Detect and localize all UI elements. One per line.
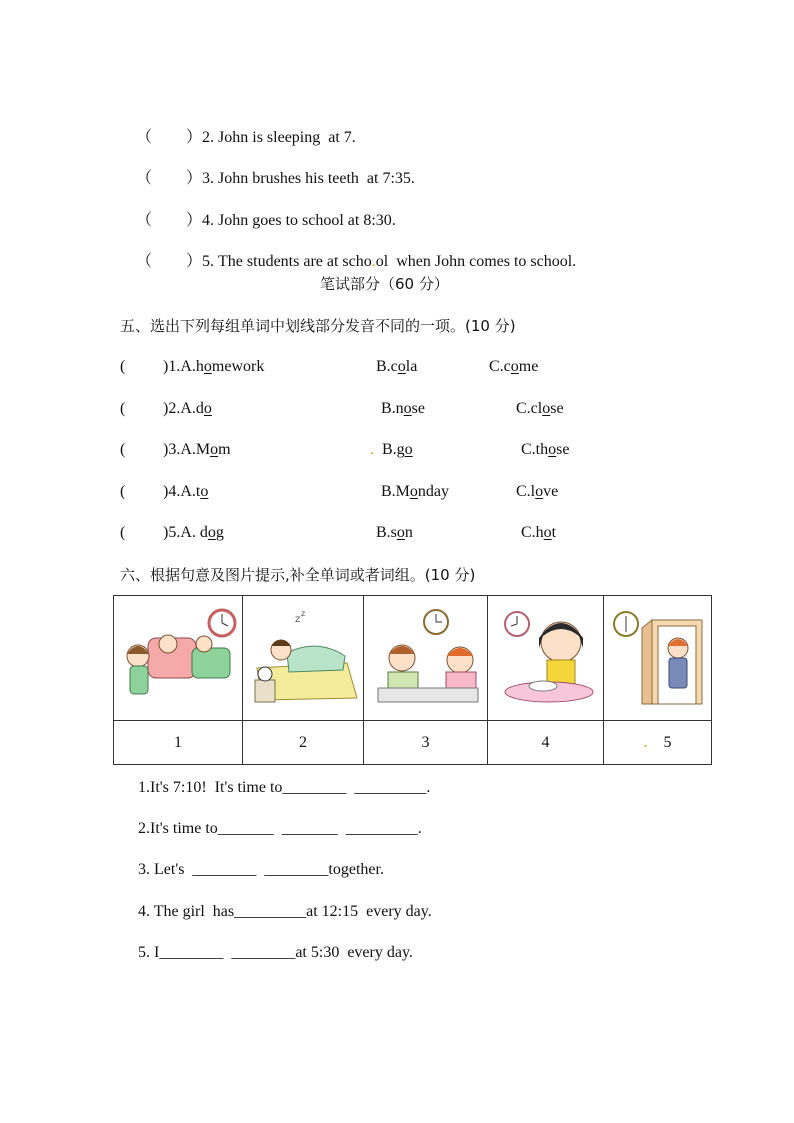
- listening-item-3: （ ）3. John brushes his teeth at 7:35.: [136, 170, 415, 187]
- picture-cell-4: [488, 596, 604, 721]
- going-home-illustration: [606, 608, 710, 708]
- fill-sentence-1: 1.It's 7:10! It's time to________ _________.: [138, 779, 431, 796]
- listening-item-2: （ ）2. John is sleeping at 7.: [136, 129, 356, 146]
- picture-number-3: 3: [364, 721, 488, 765]
- picture-cell-3: [364, 596, 488, 721]
- picture-number-2: 2: [243, 721, 364, 765]
- fill-sentence-4: 4. The girl has_________at 12:15 every day.: [138, 903, 432, 920]
- picture-cell-1: [114, 596, 243, 721]
- picture-cell-5: [604, 596, 712, 721]
- svg-text:z: z: [301, 609, 306, 618]
- fill-sentence-3: 3. Let's ________ ________together.: [138, 861, 384, 878]
- written-section-title: 笔试部分（60 分）: [320, 275, 449, 293]
- section6-title: 六、根据句意及图片提示,补全单词或者词组。(10 分): [120, 566, 476, 584]
- svg-text:z: z: [295, 614, 301, 625]
- wake-up-illustration: [118, 608, 238, 708]
- fill-sentence-2: 2.It's time to_______ _______ _________.: [138, 820, 422, 837]
- picture-number-5-cell: . 5: [604, 721, 712, 765]
- fill-sentence-5: 5. I________ ________at 5:30 every day.: [138, 944, 413, 961]
- picture-table: [113, 595, 712, 765]
- picture-number-5: 5: [663, 733, 672, 751]
- lunch-illustration: [491, 608, 601, 708]
- picture-number-4: 4: [488, 721, 604, 765]
- reading-illustration: [368, 608, 484, 708]
- sleeping-illustration: [247, 608, 359, 708]
- picture-number-1: 1: [114, 721, 243, 765]
- listening-item-5: （ ）5. The students are at scho.ol when John comes to school.: [136, 253, 577, 270]
- listening-item-4: （ ）4. John goes to school at 8:30.: [136, 212, 396, 229]
- picture-cell-2: [243, 596, 364, 721]
- section5-title: 五、选出下列每组单词中划线部分发音不同的一项。(10 分): [120, 317, 516, 335]
